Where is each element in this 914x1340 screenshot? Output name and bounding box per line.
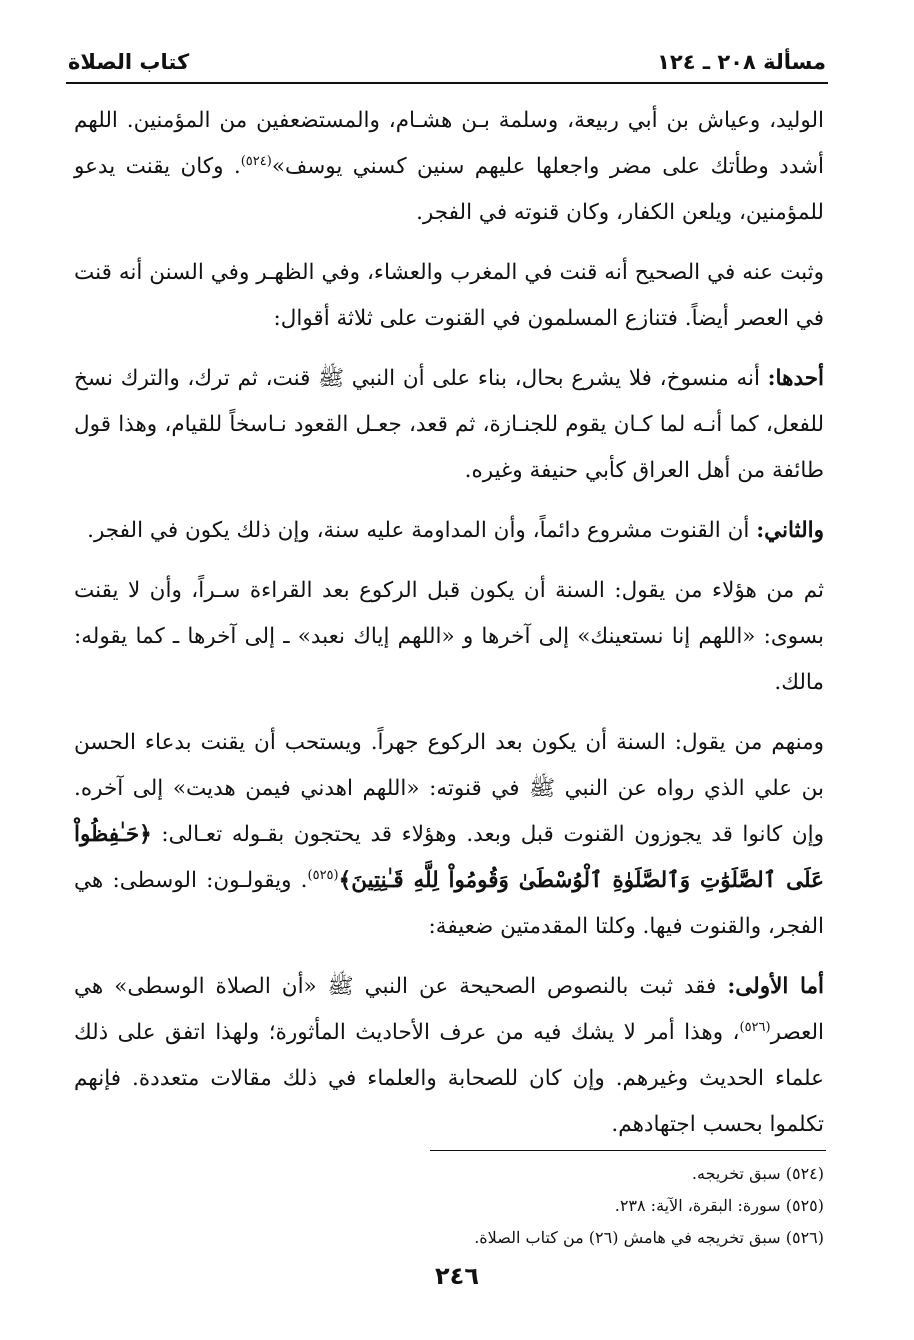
- book-title: كتاب الصلاة: [68, 50, 190, 74]
- footnote-526: (٥٢٦) سبق تخريجه في هامش (٢٦) من كتاب الصلاة.: [474, 1228, 824, 1247]
- footnote-ref-525: (٥٢٥): [307, 867, 339, 883]
- paragraph-1: [74, 98, 824, 236]
- footnote-525: (٥٢٥) سورة: البقرة، الآية: ٢٣٨.: [614, 1196, 824, 1215]
- paragraph-3: [74, 356, 824, 494]
- paragraph-6: [74, 720, 824, 950]
- paragraph-4-lead: والثاني:: [756, 518, 824, 543]
- page-number: ٢٤٦: [435, 1262, 479, 1290]
- paragraph-1-text: الوليد، وعياش بن أبي ربيعة، وسلمة بـن هشـام، والمستضعفين من المؤمنين. اللهم أشدد وطأتك على مضر واجعلها عليهم سنين كسني يوسف»: [74, 108, 824, 179]
- paragraph-7-text: فقد ثبت بالنصوص الصحيحة عن النبي ﷺ «أن الصلاة الوسطى» هي العصر: [74, 974, 824, 1045]
- footnote-ref-524: (٥٢٤): [240, 153, 272, 169]
- paragraph-1-end: . وكان يقنت يدعو للمؤمنين، ويلعن الكفار، وكان قنوته في الفجر.: [74, 154, 824, 225]
- footnote-ref-526: (٥٢٦): [739, 1019, 771, 1035]
- section-reference: مسألة ٢٠٨ ـ ١٢٤: [657, 50, 826, 74]
- footnote-524: (٥٢٤) سبق تخريجه.: [691, 1164, 824, 1183]
- paragraph-2: [74, 250, 824, 342]
- running-header: [68, 34, 826, 74]
- paragraph-5: [74, 568, 824, 706]
- paragraph-5-text: ثم من هؤلاء من يقول: السنة أن يكون قبل الركوع بعد القراءة سـراً، وأن لا يقنت بسوى: «اللهم إنا نستعينك» إلى آخرها و «اللهم إياك نعبد» ـ إلى آخرها ـ كما يقوله: مالك.: [74, 578, 824, 695]
- paragraph-7-end: ، وهذا أمر لا يشك فيه من عرف الأحاديث المأثورة؛ ولهذا اتفق على ذلك علماء الحديث وغيرهم. وإن كان للصحابة والعلماء في ذلك مقالات متعددة. فإنهم تكلموا بحسب اجتهادهم.: [74, 1020, 824, 1137]
- paragraph-2-text: وثبت عنه في الصحيح أنه قنت في المغرب والعشاء، وفي الظهـر وفي السنن أنه قنت في العصر أيضاً. فتنازع المسلمون في القنوت على ثلاثة أقوال:: [74, 260, 824, 331]
- paragraph-7: [74, 964, 824, 1148]
- footnotes: [80, 1158, 824, 1254]
- paragraph-3-lead: أحدها:: [767, 366, 824, 391]
- footnote-rule: [430, 1150, 826, 1151]
- paragraph-6-end: . ويقولـون: الوسطى: هي الفجر، والقنوت فيها. وكلتا المقدمتين ضعيفة:: [74, 868, 824, 939]
- paragraph-4: [74, 508, 824, 554]
- main-text: [74, 98, 824, 1162]
- paragraph-3-text: أنه منسوخ، فلا يشرع بحال، بناء على أن النبي ﷺ قنت، ثم ترك، والترك نسخ للفعل، كما أنـه لما كـان يقوم للجنـازة، ثم قعد، جعـل القعود نـاسخاً للقيام، وهذا قول طائفة من أهل العراق كأبي حنيفة وغيره.: [74, 366, 824, 483]
- header-rule: [66, 82, 828, 84]
- paragraph-7-lead: أما الأولى:: [727, 974, 824, 999]
- quran-verse: ﴿حَـٰفِظُواْ عَلَى ٱلصَّلَوَٰتِ وَٱلصَّلَوٰةِ ٱلْوُسْطَىٰ وَقُومُواْ لِلَّهِ قَـٰنِتِينَ﴾: [74, 822, 824, 893]
- paragraph-6-text: ومنهم من يقول: السنة أن يكون بعد الركوع جهراً. ويستحب أن يقنت بدعاء الحسن بن علي الذي رواه عن النبي ﷺ في قنوته: «اللهم اهدني فيمن هديت» إلى آخره. وإن كانوا قد يجوزون القنوت قبل وبعد. وهؤلاء قد يحتجون بقـوله تعـالى:: [74, 730, 824, 847]
- paragraph-4-text: أن القنوت مشروع دائماً، وأن المداومة عليه سنة، وإن ذلك يكون في الفجر.: [87, 518, 757, 543]
